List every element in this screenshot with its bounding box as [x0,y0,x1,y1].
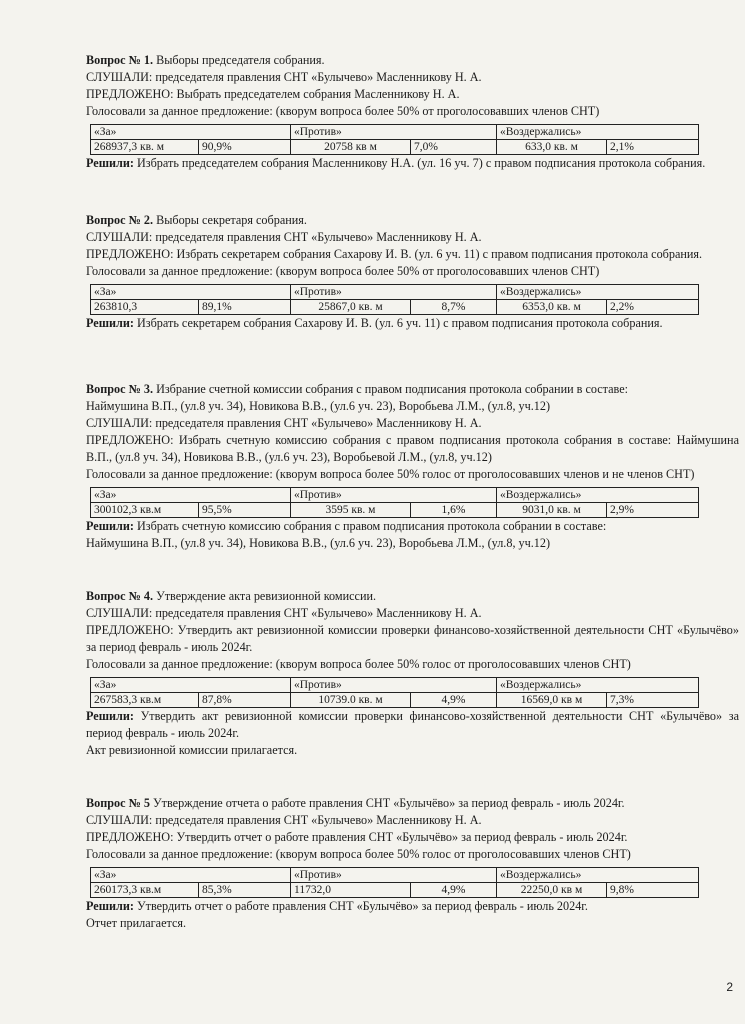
for-percent: 89,1% [199,300,291,315]
abstain-value: 6353,0 кв. м [497,300,607,315]
abstain-value: 16569,0 кв м [497,693,607,708]
voted-text: Голосовали за данное предложение: (кворум вопроса более 50% голос от проголосовавших членов и не членов СНТ) [86,467,695,481]
question-title-continued: Наймушина В.П., (ул.8 уч. 34), Новикова В.В., (ул.6 уч. 23), Воробьева Л.М., (ул.8, уч.12) [86,399,551,413]
against-value: 3595 кв. м [291,503,411,518]
abstain-label: «Воздержались» [497,125,699,140]
for-label: «За» [91,125,291,140]
heard-text: СЛУШАЛИ: председателя правления СНТ «Булычево» Масленникову Н. А. [86,230,482,244]
for-percent: 87,8% [199,693,291,708]
abstain-label: «Воздержались» [497,868,699,883]
decision-text: Решили: Избрать секретарем собрания Сахарову И. В. (ул. 6 уч. 11) с правом подписания протокола собрания. [86,316,663,330]
votes-table [90,124,699,155]
votes-table [90,487,699,518]
question-title: Вопрос № 4. Утверждение акта ревизионной комиссии. [86,589,377,603]
for-percent: 85,3% [199,883,291,898]
votes-table [90,867,699,898]
abstain-percent: 7,3% [607,693,699,708]
voted-text: Голосовали за данное предложение: (кворум вопроса более 50% голос от проголосовавших членов СНТ) [86,847,631,861]
for-value: 260173,3 кв.м [91,883,199,898]
against-label: «Против» [291,488,497,503]
heard-text: СЛУШАЛИ: председателя правления СНТ «Булычево» Масленникову Н. А. [86,70,482,84]
decision-text: Решили: Избрать председателем собрания Масленникову Н.А. (ул. 16 уч. 7) с правом подписания протокола собрания. [86,156,706,170]
for-percent: 95,5% [199,503,291,518]
heard-text: СЛУШАЛИ: председателя правления СНТ «Булычево» Масленникову Н. А. [86,416,482,430]
against-percent: 4,9% [411,693,497,708]
question-title: Вопрос № 1. Выборы председателя собрания. [86,53,325,67]
question-2 [86,212,739,332]
attachment-note: Отчет прилагается. [86,916,187,930]
abstain-value: 633,0 кв. м [497,140,607,155]
proposed-text: ПРЕДЛОЖЕНО: Избрать счетную комиссию собрания с правом подписания протокола собрания в составе: Наймушина В.П., (ул.8 уч. 34), Новикова В.В., (ул.6 уч. 23), Воробьевой Л.М., (ул.8, уч.12) [86,433,739,464]
against-percent: 8,7% [411,300,497,315]
abstain-percent: 2,9% [607,503,699,518]
question-1 [86,52,739,172]
voted-text: Голосовали за данное предложение: (кворум вопроса более 50% от проголосовавших членов СНТ) [86,264,600,278]
against-label: «Против» [291,678,497,693]
question-4 [86,588,739,759]
question-title: Вопрос № 2. Выборы секретаря собрания. [86,213,307,227]
voted-text: Голосовали за данное предложение: (кворум вопроса более 50% от проголосовавших членов СНТ) [86,104,600,118]
abstain-label: «Воздержались» [497,678,699,693]
against-label: «Против» [291,868,497,883]
question-3 [86,381,739,552]
for-value: 267583,3 кв.м [91,693,199,708]
for-value: 263810,3 [91,300,199,315]
for-label: «За» [91,868,291,883]
decision-text: Решили: Утвердить отчет о работе правления СНТ «Булычёво» за период февраль - июль 2024г. [86,899,588,913]
page-number: 2 [726,980,733,994]
for-value: 300102,3 кв.м [91,503,199,518]
attachment-note: Акт ревизионной комиссии прилагается. [86,743,298,757]
proposed-text: ПРЕДЛОЖЕНО: Выбрать председателем собрания Масленникову Н. А. [86,87,460,101]
decision-text: Решили: Утвердить акт ревизионной комиссии проверки финансово-хозяйственной деятельности СНТ «Булычёво» за период февраль - июль 2024г. [86,709,739,740]
for-percent: 90,9% [199,140,291,155]
abstain-label: «Воздержались» [497,488,699,503]
against-percent: 7,0% [411,140,497,155]
abstain-label: «Воздержались» [497,285,699,300]
against-percent: 4,9% [411,883,497,898]
abstain-percent: 9,8% [607,883,699,898]
for-value: 268937,3 кв. м [91,140,199,155]
heard-text: СЛУШАЛИ: председателя правления СНТ «Булычево» Масленникову Н. А. [86,813,482,827]
votes-table [90,677,699,708]
against-percent: 1,6% [411,503,497,518]
proposed-text: ПРЕДЛОЖЕНО: Утвердить акт ревизионной комиссии проверки финансово-хозяйственной деятельности СНТ «Булычёво» за период февраль - июль 2024г. [86,623,739,654]
against-value: 20758 кв м [291,140,411,155]
question-title: Вопрос № 3. Избрание счетной комиссии собрания с правом подписания протокола собрании в составе: [86,382,629,396]
abstain-percent: 2,1% [607,140,699,155]
for-label: «За» [91,488,291,503]
proposed-text: ПРЕДЛОЖЕНО: Утвердить отчет о работе правления СНТ «Булычёво» за период февраль - июль 2024г. [86,830,628,844]
for-label: «За» [91,285,291,300]
abstain-value: 9031,0 кв. м [497,503,607,518]
question-5 [86,795,739,932]
against-value: 11732,0 [291,883,411,898]
proposed-text: ПРЕДЛОЖЕНО: Избрать секретарем собрания Сахарову И. В. (ул. 6 уч. 11) с правом подписания протокола собрания. [86,247,703,261]
voted-text: Голосовали за данное предложение: (кворум вопроса более 50% голос от проголосовавших членов СНТ) [86,657,631,671]
votes-table [90,284,699,315]
decision-text: Решили: Избрать счетную комиссию собрания с правом подписания протокола собрании в составе: [86,519,607,533]
heard-text: СЛУШАЛИ: председателя правления СНТ «Булычево» Масленникову Н. А. [86,606,482,620]
abstain-percent: 2,2% [607,300,699,315]
question-title: Вопрос № 5 Утверждение отчета о работе правления СНТ «Булычёво» за период февраль - июль 2024г. [86,796,625,810]
against-value: 10739.0 кв. м [291,693,411,708]
against-value: 25867,0 кв. м [291,300,411,315]
against-label: «Против» [291,125,497,140]
abstain-value: 22250,0 кв м [497,883,607,898]
for-label: «За» [91,678,291,693]
against-label: «Против» [291,285,497,300]
decision-text-continued: Наймушина В.П., (ул.8 уч. 34), Новикова В.В., (ул.6 уч. 23), Воробьева Л.М., (ул.8, уч.12) [86,536,551,550]
